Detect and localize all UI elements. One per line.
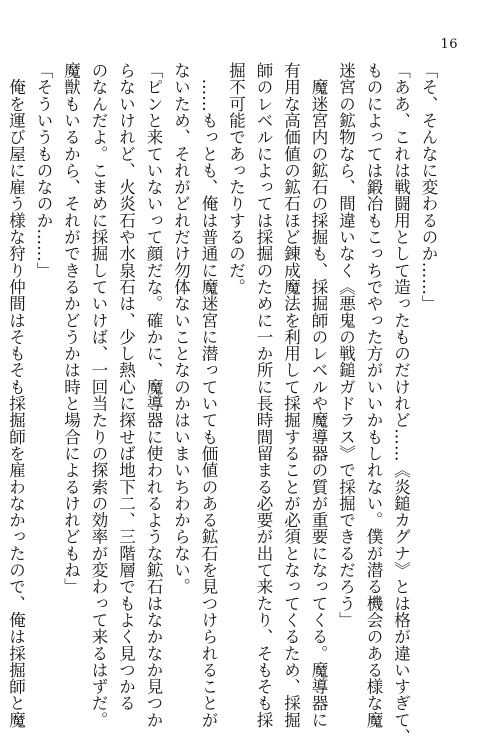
text-line: 有用な高価値の鉱石ほど錬成魔法を利用して採掘することが必須となってくるため、採掘 [281, 62, 301, 728]
vertical-text-body [0, 62, 442, 745]
text-line: ないため、それがどれだけ勿体ないことなのかはいまいちわからない。 [171, 62, 191, 595]
text-line: 魔迷宮内の鉱石の採掘も、採掘師のレベルや魔導器の質が重要になってくる。魔導器に [309, 62, 328, 728]
page-number: 16 [440, 37, 458, 52]
text-line: 「ああ、これは戦闘用として造ったものだけれど……《炎鎚カグナ》とは格が違いすぎて、 [391, 62, 411, 745]
text-line [0, 62, 2, 654]
text-line: 掘不可能であったりするのだ。 [226, 62, 246, 296]
text-line: のなんだよ。こまめに採掘していけば、一回当たりの探索の効率が変わって来るはずだ。 [89, 62, 108, 728]
text-line: らないけれど、火炎石や水泉石は、少し熱心に探せば地下二、三階層でもよく見つかる [116, 62, 136, 712]
text-line: 「ピンと来ていないって顔だな。確かに、魔導器に使われるような鉱石はなかなか見つか [144, 62, 163, 728]
text-line: 俺を運び屋に雇う様な狩り仲間はそもそも採掘師を雇わなかったので、俺は採掘師と魔 [6, 62, 26, 728]
text-line: 魔獣もいるから、それができるかどうかは時と場合によるけれどもね」 [61, 62, 81, 595]
text-line: 迷宮の鉱物なら、間違いなく《悪鬼の戦鎚ガドラス》で採掘できるだろう」 [336, 62, 356, 629]
text-line: 師のレベルによっては採掘のために一か所に長時間留まる必要が出て来たり、そもそも採 [254, 62, 273, 728]
text-line: 「そういうものなのか……」 [34, 62, 53, 279]
text-line: 「そ、そんなに変わるのか……」 [419, 62, 438, 312]
text-line: ものによっては鍛冶もこっちでやった方がいいかもしれない。僕が潜る機会のある様な魔 [364, 62, 383, 728]
text-line: ……もっとも、俺は普通に魔迷宮に潜っていても価値のある鉱石を見つけられることが [199, 62, 218, 728]
